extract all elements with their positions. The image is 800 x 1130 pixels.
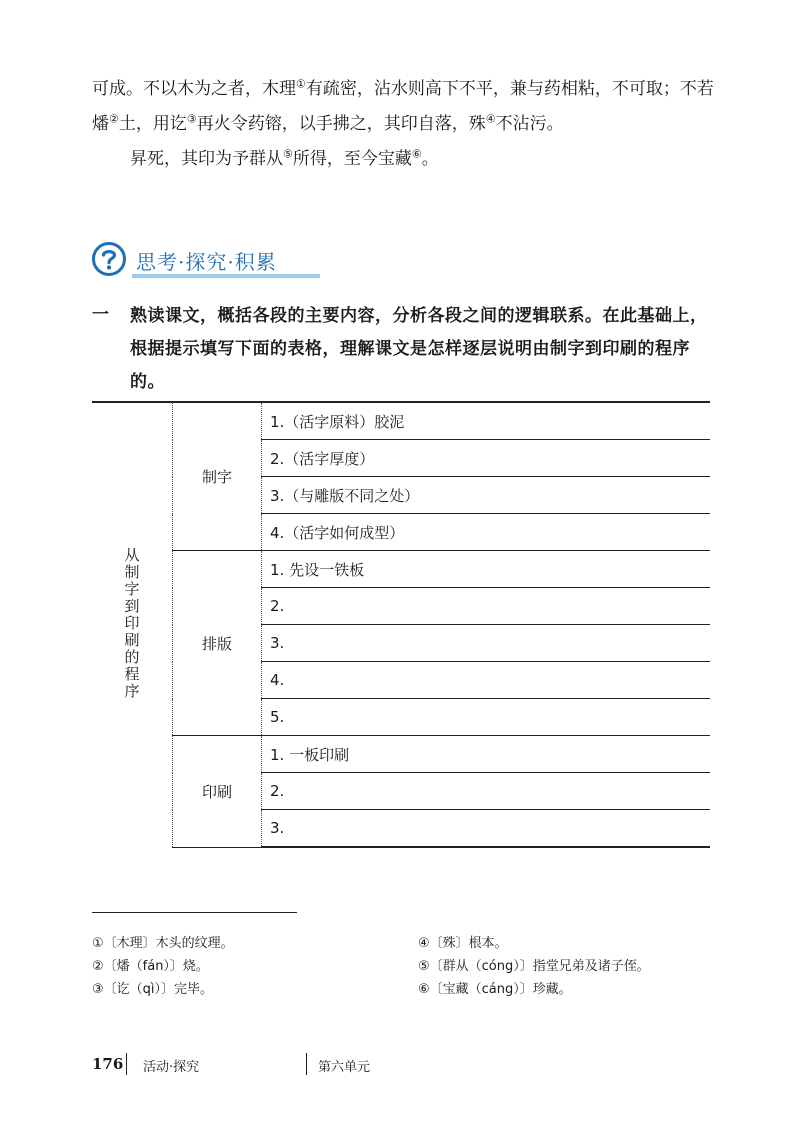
table-cell-entry[interactable]: 3.（与雕版不同之处） <box>262 477 711 514</box>
procedure-table <box>92 401 710 848</box>
question-text: 熟读课文，概括各段的主要内容，分析各段之间的逻辑联系。在此基础上，根据提示填写下面的表格，理解课文是怎样逐层说明由制字到印刷的程序的。 <box>130 306 708 392</box>
passage-text: 土，用讫 <box>118 114 187 134</box>
section-header <box>92 240 327 284</box>
table-group-label: 排版 <box>173 551 262 736</box>
passage-text: 再火令药镕，以手拂之，其印自落，殊 <box>196 114 486 134</box>
table-group-label: 印刷 <box>173 736 262 848</box>
table-cell-entry[interactable]: 5. <box>262 699 711 736</box>
footnote-1: ①〔木理〕木头的纹理。 <box>92 936 234 951</box>
table-cell-entry[interactable]: 4. <box>262 662 711 699</box>
footnote-marker[interactable]: ① <box>296 77 306 91</box>
passage-text: 可成。不以木为之者，木理 <box>92 79 296 99</box>
section-title: 思考·探究·积累 <box>136 250 277 274</box>
passage-text: 有疏密，沾水则高下不平，兼与药相粘，不可取；不若燔 <box>92 79 714 134</box>
passage-text: 。 <box>421 149 439 169</box>
footnote-4: ④〔殊〕根本。 <box>418 936 508 951</box>
footnote-5: ⑤〔群从（cóng）〕指堂兄弟及诸子侄。 <box>418 959 650 974</box>
table-cell-entry[interactable]: 1. 一板印刷 <box>262 736 711 773</box>
table-cell-entry[interactable]: 3. <box>262 810 711 848</box>
table-cell-entry[interactable]: 2. <box>262 588 711 625</box>
footnote-marker[interactable]: ③ <box>186 112 197 126</box>
footer-unit-label: 第六单元 <box>318 1060 371 1075</box>
outer-label-text: 从制字到印刷的程序 <box>122 546 141 700</box>
footnote-marker[interactable]: ⑥ <box>411 147 422 161</box>
footnote-3: ③〔讫（qì）〕完毕。 <box>92 982 214 997</box>
passage-text: 昇死，其印为予群从 <box>130 149 283 169</box>
footnote-marker[interactable]: ④ <box>485 112 496 126</box>
table-cell-entry[interactable]: 2.（活字厚度） <box>262 440 711 477</box>
table-row <box>92 402 710 440</box>
passage-paragraph-1 <box>92 72 722 142</box>
question-number: 一 <box>92 305 109 325</box>
footer-divider <box>306 1053 307 1075</box>
footnote-marker[interactable]: ② <box>109 112 119 126</box>
table-row <box>92 736 710 773</box>
table-group-label: 制字 <box>173 402 262 551</box>
page-number: 176 <box>92 1055 124 1073</box>
footnote-6: ⑥〔宝藏（cáng）〕珍藏。 <box>418 982 572 997</box>
table-outer-label <box>92 402 173 847</box>
table-cell-entry[interactable]: 3. <box>262 625 711 662</box>
passage-text: 所得，至今宝藏 <box>292 149 412 169</box>
table-cell-entry[interactable]: 1. 先设一铁板 <box>262 551 711 588</box>
footnote-rule <box>92 912 297 913</box>
footer-divider <box>126 1053 127 1075</box>
question-circle-icon <box>92 242 126 276</box>
footnote-2: ②〔燔（fán）〕烧。 <box>92 959 209 974</box>
footer-section-label: 活动·探究 <box>143 1060 200 1075</box>
footnote-marker[interactable]: ⑤ <box>283 147 293 161</box>
table-cell-entry[interactable]: 2. <box>262 773 711 810</box>
table-cell-entry[interactable]: 4.（活字如何成型） <box>262 514 711 551</box>
passage-paragraph-2 <box>130 142 760 177</box>
table-cell-entry[interactable]: 1.（活字原料）胶泥 <box>262 402 711 440</box>
table-row <box>92 551 710 588</box>
passage-text: 不沾污。 <box>495 114 564 134</box>
